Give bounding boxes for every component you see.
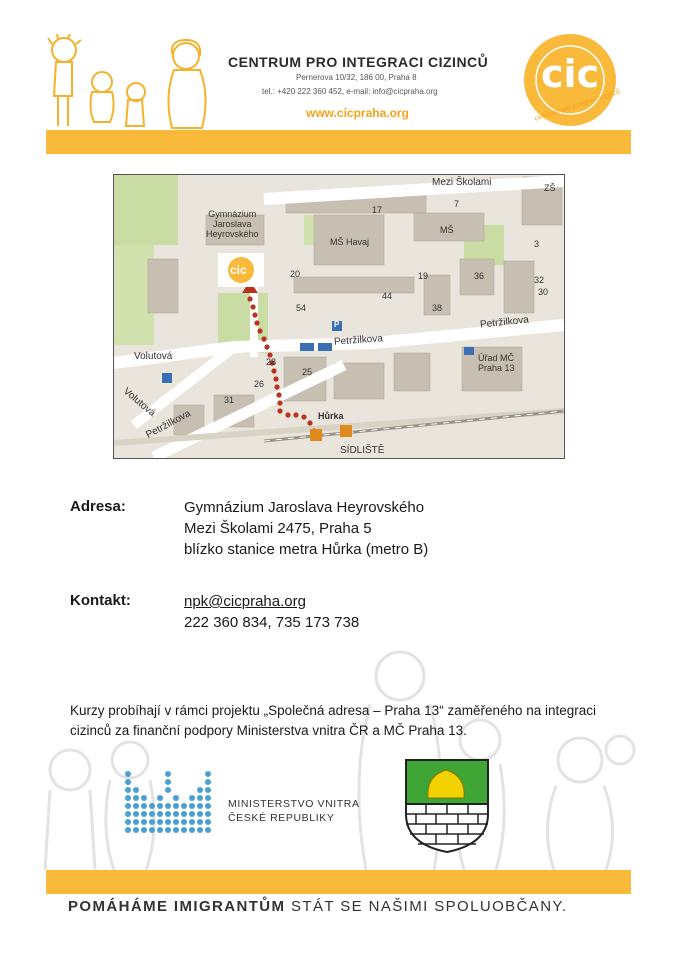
contact-email-link[interactable]: npk@cicpraha.org (184, 593, 306, 610)
cic-logo (520, 30, 620, 130)
map-number-44: 44 (382, 291, 393, 301)
ministry-name-line1: MINISTERSTVO VNITRA (228, 798, 360, 810)
map-number-19: 19 (418, 271, 429, 281)
contact-label: Kontakt: (70, 592, 131, 609)
ministry-logo-icon (124, 770, 216, 842)
ministry-name (228, 797, 360, 825)
map-number-25: 25 (302, 367, 313, 377)
map-label-ms: MŠ (440, 225, 454, 235)
parking-icon: P (334, 320, 340, 329)
location-map (113, 174, 565, 459)
map-number-31: 31 (224, 395, 235, 405)
map-label-zs: ZŠ (544, 183, 556, 193)
map-label-volutova-1: Volutová (134, 351, 173, 362)
map-number-17: 17 (372, 205, 383, 215)
map-number-7: 7 (454, 199, 460, 209)
map-number-36: 36 (474, 271, 485, 281)
map-number-54: 54 (296, 303, 307, 313)
header-accent-bar (46, 130, 631, 154)
project-description: Kurzy probíhají v rámci projektu „Společná adresa – Praha 13“ zaměřeného na integraci cizinců za finanční podpory Ministerstva vnitra ČR a MČ Praha 13. (70, 703, 597, 738)
address-line-1: Gymnázium Jaroslava Heyrovského (184, 499, 425, 516)
map-label-petrzilkova-right: Petržilkova (479, 314, 530, 331)
map-label-hurka: Hůrka (318, 411, 344, 421)
map-number-20: 20 (290, 269, 301, 279)
org-address: Pernerova 10/32, 186 00, Praha 8 (296, 73, 417, 82)
map-logo-text: cic (230, 263, 247, 277)
map-label-sidliste: SÍDLIŠTĚ (340, 445, 385, 456)
map-label-volutova-2: Volutová (120, 385, 158, 420)
org-contact-line: tel.: +420 222 360 452, e-mail: info@cicpraha.org (262, 87, 438, 96)
address-line-2: Mezi Školami 2475, Praha 5 (184, 520, 372, 537)
address-label: Adresa: (70, 498, 126, 515)
contact-phones: 222 360 834, 735 173 738 (184, 614, 360, 631)
map-label-ms-havaj: MŠ Havaj (330, 237, 370, 247)
map-label-urad: Úřad MČ Praha 13 (478, 353, 515, 373)
praha-13-coat-of-arms-icon (404, 758, 490, 854)
org-website-link[interactable]: www.cicpraha.org (306, 106, 409, 120)
map-number-3: 3 (534, 239, 540, 249)
map-label-gymnazium: Gymnázium Jaroslava Heyrovského (206, 209, 259, 239)
map-label-petrzilkova-left: Petržilkova (144, 408, 193, 441)
org-name: CENTRUM PRO INTEGRACI CIZINCŮ (228, 54, 489, 70)
map-number-38: 38 (432, 303, 443, 313)
footer-accent-bar (46, 870, 631, 894)
map-number-32: 32 (534, 275, 545, 285)
footer-slogan-rest: STÁT SE NAŠIMI SPOLUOBČANY. (285, 898, 568, 915)
map-number-28: 28 (266, 357, 277, 367)
map-label-petrzilkova-mid: Petržilkova (333, 333, 384, 348)
map-label-mezi-skolami: Mezi Školami (432, 177, 492, 188)
map-number-30: 30 (538, 287, 549, 297)
map-number-26: 26 (254, 379, 265, 389)
ministry-name-line2: ČESKÉ REPUBLIKY (228, 812, 335, 824)
footer-slogan-bold: POMÁHÁME IMIGRANTŮM (68, 898, 286, 915)
address-line-3: blízko stanice metra Hůrka (metro B) (184, 541, 429, 558)
header-cartoon-figures (44, 34, 214, 132)
footer-slogan (68, 898, 567, 915)
cic-logo-ring-text: centrum pro integraci cizinců (534, 88, 621, 123)
cic-logo-text: cic (540, 52, 600, 96)
